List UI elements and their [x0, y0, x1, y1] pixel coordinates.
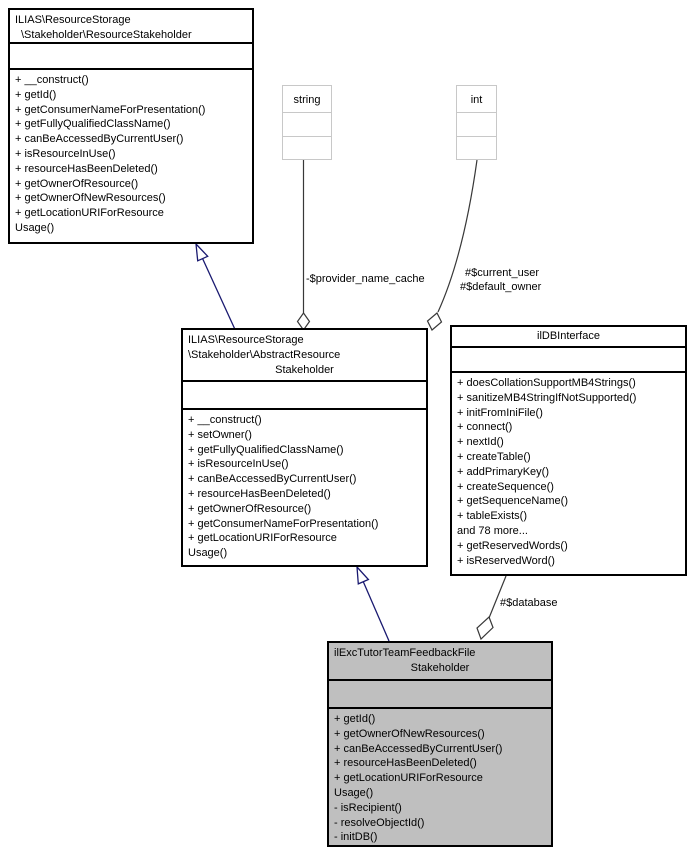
- class-title-line: ilDBInterface: [537, 330, 600, 342]
- inheritance-edge-feedback-to-abstract: [357, 567, 389, 641]
- method-line: + tableExists(): [457, 510, 527, 523]
- method-line: + getLocationURIForResource: [334, 772, 483, 785]
- method-line: + canBeAccessedByCurrentUser(): [334, 742, 503, 755]
- method-line: + getSequenceName(): [457, 495, 568, 508]
- method-line: + resourceHasBeenDeleted(): [334, 757, 477, 770]
- aggregation-diamond-icon: [428, 313, 442, 330]
- method-line: + nextId(): [457, 436, 504, 449]
- method-line: + isResourceInUse(): [188, 458, 289, 471]
- primitive-box-string: [282, 85, 332, 160]
- edge-label-default-owner: #$default_owner: [460, 281, 542, 293]
- method-line: + resourceHasBeenDeleted(): [15, 162, 158, 175]
- method-line: + getId(): [334, 713, 376, 725]
- method-line: + getOwnerOfNewResources(): [334, 727, 485, 740]
- aggregation-diamond-icon: [477, 617, 493, 639]
- inheritance-arrowhead-icon: [357, 567, 368, 584]
- methods-compartment: [183, 410, 426, 565]
- methods-compartment: [452, 373, 685, 574]
- method-line: - resolveObjectId(): [334, 816, 425, 829]
- method-line: + getLocationURIForResource: [15, 207, 164, 220]
- attributes-compartment: [329, 681, 551, 709]
- methods-compartment: [457, 137, 496, 160]
- attributes-compartment: [457, 113, 496, 137]
- method-line: and 78 more...: [457, 524, 528, 537]
- method-line: - isRecipient(): [334, 801, 402, 814]
- edge-label-provider-name-cache: -$provider_name_cache: [306, 273, 425, 285]
- method-line: + __construct(): [15, 74, 89, 86]
- method-line: + getConsumerNameForPresentation(): [188, 517, 379, 530]
- method-line: + addPrimaryKey(): [457, 465, 550, 478]
- methods-compartment: [329, 709, 551, 845]
- attributes-compartment: [452, 348, 685, 373]
- class-box-ildbinterface[interactable]: [450, 325, 687, 576]
- class-title-line: \Stakeholder\ResourceStakeholder: [21, 29, 192, 41]
- method-line: + __construct(): [188, 414, 262, 426]
- class-title-line: ILIAS\ResourceStorage: [188, 334, 304, 346]
- class-title-line: \Stakeholder\AbstractResource: [188, 349, 341, 361]
- edge-label-database: #$database: [500, 597, 558, 609]
- class-box-resource-stakeholder[interactable]: [8, 8, 254, 244]
- method-line: + createTable(): [457, 450, 531, 463]
- method-line: + getFullyQualifiedClassName(): [188, 443, 344, 456]
- method-line: + canBeAccessedByCurrentUser(): [188, 473, 357, 486]
- method-line: + canBeAccessedByCurrentUser(): [15, 133, 184, 146]
- method-line: - initDB(): [334, 831, 378, 844]
- class-box-ilexctutorteamfeedbackfilestakeholder-current: [327, 641, 553, 847]
- class-title: [183, 330, 426, 382]
- class-title: [10, 10, 252, 44]
- method-line: + getLocationURIForResource: [188, 532, 337, 545]
- method-line: + isResourceInUse(): [15, 147, 116, 160]
- method-line: + isReservedWord(): [457, 554, 555, 567]
- primitive-title: [283, 86, 331, 113]
- edge-label-current-user: #$current_user: [465, 267, 539, 279]
- primitive-box-int: [456, 85, 497, 160]
- method-line: + getId(): [15, 88, 57, 101]
- method-line: + createSequence(): [457, 480, 554, 493]
- method-line: Usage(): [15, 221, 55, 234]
- method-line: + connect(): [457, 421, 513, 434]
- aggregation-edge-string: [298, 160, 310, 330]
- attributes-compartment: [283, 113, 331, 137]
- inheritance-arrowhead-icon: [196, 244, 208, 261]
- class-title-line: string: [293, 94, 321, 106]
- primitive-title: [457, 86, 496, 113]
- method-line: + getFullyQualifiedClassName(): [15, 118, 171, 131]
- class-title-line: Stakeholder: [410, 662, 470, 674]
- class-box-abstract-resource-stakeholder[interactable]: [181, 328, 428, 567]
- method-line: + sanitizeMB4StringIfNotSupported(): [457, 391, 637, 404]
- method-line: + resourceHasBeenDeleted(): [188, 487, 331, 500]
- aggregation-edge-int: [428, 160, 478, 330]
- method-line: + doesCollationSupportMB4Strings(): [457, 377, 636, 389]
- method-line: + initFromIniFile(): [457, 406, 543, 419]
- class-title-line: ilExcTutorTeamFeedbackFile: [334, 647, 476, 659]
- inheritance-edge-abstract-to-resource-stakeholder: [196, 244, 238, 336]
- method-line: + getConsumerNameForPresentation(): [15, 103, 206, 116]
- attributes-compartment: [10, 44, 252, 70]
- method-line: + getOwnerOfNewResources(): [15, 192, 166, 205]
- method-line: + getReservedWords(): [457, 539, 568, 552]
- method-line: + getOwnerOfResource(): [15, 177, 139, 190]
- method-line: Usage(): [334, 786, 374, 799]
- class-title: [452, 327, 685, 348]
- attributes-compartment: [183, 382, 426, 410]
- class-title-line: Stakeholder: [275, 364, 334, 376]
- methods-compartment: [10, 70, 252, 242]
- methods-compartment: [283, 137, 331, 160]
- class-title-line: int: [470, 94, 483, 106]
- method-line: Usage(): [188, 547, 228, 560]
- method-line: + setOwner(): [188, 428, 252, 441]
- method-line: + getOwnerOfResource(): [188, 502, 312, 515]
- class-title-line: ILIAS\ResourceStorage: [15, 14, 131, 26]
- class-title: [329, 643, 551, 681]
